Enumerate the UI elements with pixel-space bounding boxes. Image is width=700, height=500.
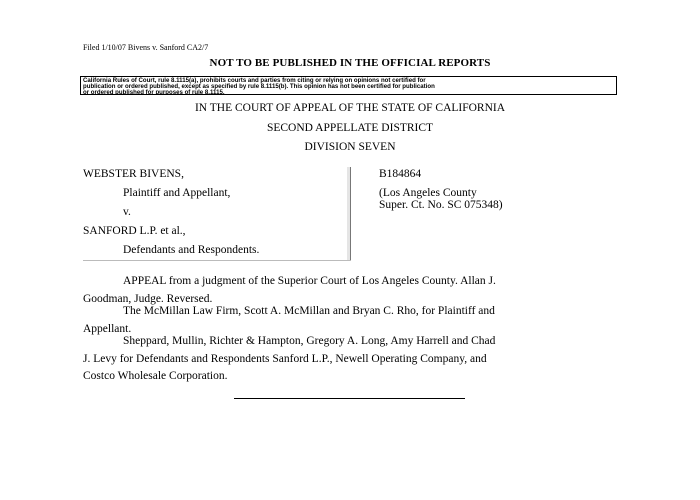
rules-notice-line: publication or ordered published, except as specified by rule 8.1115(b). This opinion has not been certified for publication — [83, 83, 435, 90]
counsel-line: J. Levy for Defendants and Respondents Sanford L.P., Newell Operating Company, and — [83, 352, 487, 365]
caption-underline — [83, 260, 351, 261]
appeal-line: Goodman, Judge. Reversed. — [83, 292, 213, 305]
counsel-line: Sheppard, Mullin, Richter & Hampton, Gregory A. Long, Amy Harrell and Chad — [123, 335, 496, 347]
division: DIVISION SEVEN — [304, 141, 396, 153]
appeal-line: APPEAL from a judgment of the Superior Court of Los Angeles County. Allan J. — [123, 275, 496, 287]
counsel-line: Appellant. — [83, 322, 132, 335]
counsel-respondents-paragraph — [83, 333, 613, 386]
rules-notice-box — [80, 76, 617, 95]
appellate-district: SECOND APPELLATE DISTRICT — [266, 122, 434, 134]
counsel-line: Costco Wholesale Corporation. — [83, 370, 228, 382]
case-number: B184864 — [379, 168, 422, 180]
rules-notice-line: or ordered published for purposes of rule 8.1115. — [83, 89, 225, 95]
defendant-name: SANFORD L.P. et al., — [83, 225, 186, 237]
lower-court-line: (Los Angeles County — [379, 187, 477, 199]
defendant-role: Defendants and Respondents. — [123, 244, 260, 256]
rules-notice-line: California Rules of Court, rule 8.1115(a), prohibits courts and parties from citing or relying on opinions not certified for — [83, 77, 426, 84]
separator-line — [234, 398, 465, 399]
filing-header: Filed 1/10/07 Bivens v. Sanford CA2/7 — [83, 43, 209, 52]
not-published-heading: NOT TO BE PUBLISHED IN THE OFFICIAL REPORTS — [209, 57, 491, 69]
counsel-line: The McMillan Law Firm, Scott A. McMillan and Bryan C. Rho, for Plaintiff and — [123, 305, 495, 317]
plaintiff-role: Plaintiff and Appellant, — [123, 187, 231, 199]
versus: v. — [123, 206, 131, 218]
caption-divider — [350, 167, 351, 261]
court-name: IN THE COURT OF APPEAL OF THE STATE OF CALIFORNIA — [194, 102, 506, 114]
plaintiff-name: WEBSTER BIVENS, — [83, 168, 184, 180]
lower-court-case-number: Super. Ct. No. SC 075348) — [379, 199, 503, 211]
